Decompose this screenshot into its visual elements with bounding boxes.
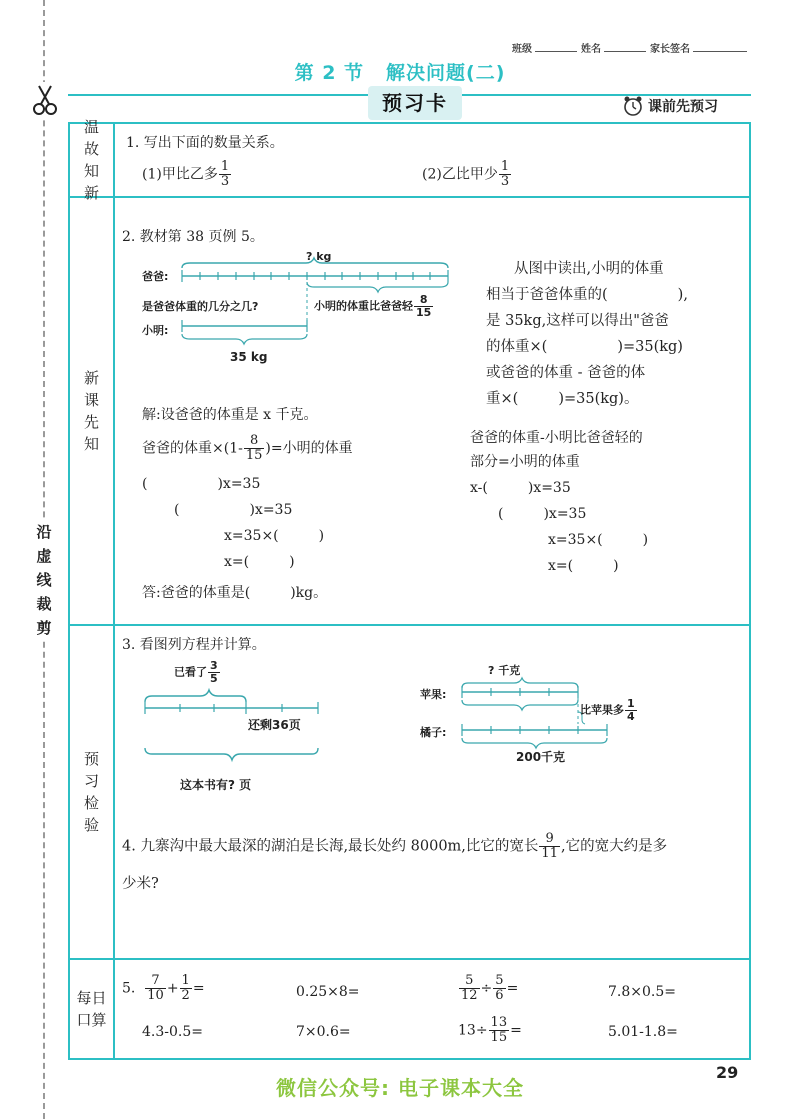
right-step-4: x=( ) xyxy=(548,558,619,574)
answer-line: 答:爸爸的体重是( )kg。 xyxy=(142,585,328,601)
apple-label: 苹果: xyxy=(420,688,447,701)
calc-e[interactable]: 4.3-0.5= xyxy=(142,1024,203,1040)
q2-explanation: 从图中读出,小明的体重 相当于爸爸体重的( ), 是 35kg,这样可以得出"爸爸 的体重×( )=35(kg) 或爸爸的体重 - 爸爸的体 重×( )=35(kg)。 xyxy=(486,261,688,407)
calc-b[interactable]: 0.25×8= xyxy=(296,984,360,1000)
dad-label: 爸爸: xyxy=(142,270,169,283)
section-title: 第 2 节 解决问题(二) xyxy=(294,62,506,84)
ming-weight-label: 35 kg xyxy=(230,350,268,364)
student-info-line: 班级 姓名 家长签名 xyxy=(512,40,751,55)
parent-signature-blank[interactable] xyxy=(693,51,747,52)
preview-badge: 课前先预习 xyxy=(622,95,718,117)
orange-weight-label: 200千克 xyxy=(516,750,566,764)
q2-stem: 2. 教材第 38 页例 5。 xyxy=(122,229,264,245)
left-step-4: x=( ) xyxy=(224,554,295,570)
review-side-label: 温 故 知 新 xyxy=(70,124,115,196)
right-equation: 爸爸的体重-小明比爸爸轻的 部分=小明的体重 xyxy=(470,430,643,470)
name-blank[interactable] xyxy=(604,51,646,52)
q1-item-a: (1)甲比乙多 $\frac{1}{3}$ xyxy=(142,159,230,189)
alarm-clock-icon xyxy=(622,95,644,117)
right-step-3: x=35×( ) xyxy=(548,532,649,548)
footer-watermark: 微信公众号: 电子课本大全 xyxy=(276,1076,524,1100)
new-lesson-section xyxy=(70,198,749,626)
calc-f[interactable]: 7×0.6= xyxy=(296,1024,351,1040)
solution-intro: 解:设爸爸的体重是 x 千克。 xyxy=(142,407,318,423)
q1-stem: 1. 写出下面的数量关系。 xyxy=(126,135,284,151)
lighter-label: 小明的体重比爸爸轻 $\frac{8}{15}$ xyxy=(314,293,432,319)
solution-equation: 爸爸的体重×(1- $\frac{8}{15}$ )=小明的体重 xyxy=(142,433,353,463)
left-step-3: x=35×( ) xyxy=(224,528,325,544)
worksheet-frame xyxy=(68,118,751,1060)
ming-label: 小明: xyxy=(142,324,169,337)
q4-text-line2: 少米? xyxy=(122,876,159,892)
daily-calc-section xyxy=(70,960,749,1058)
left-step-1: ( )x=35 xyxy=(142,476,261,492)
new-lesson-side-label: 新 课 先 知 xyxy=(70,198,115,624)
calc-a[interactable]: 5. $\frac{7}{10}$ + $\frac{1}{2}$ = xyxy=(122,973,205,1003)
daily-calc-side-label: 每日 口算 xyxy=(70,960,115,1058)
left-step-2: ( )x=35 xyxy=(174,502,293,518)
more-than-apple-label: 比苹果多 $\frac{1}{4}$ xyxy=(580,697,635,723)
card-title: 预习卡 xyxy=(368,86,462,120)
orange-label: 橘子: xyxy=(420,726,447,739)
q4-text: 4. 九寨沟中最大最深的湖泊是长海,最长处约 8000m,比它的宽长 $\frac{9}{11}$ ,它的宽大约是多 xyxy=(122,831,668,861)
preview-check-section xyxy=(70,626,749,960)
calc-d[interactable]: 7.8×0.5= xyxy=(608,984,676,1000)
class-blank[interactable] xyxy=(535,51,577,52)
right-step-1: x-( )x=35 xyxy=(470,480,571,496)
dad-weight-question: ? kg xyxy=(306,250,332,263)
book-total-question: 这本书有? 页 xyxy=(180,778,252,792)
q1-item-b: (2)乙比甲少 $\frac{1}{3}$ xyxy=(422,159,510,189)
apple-weight-question: ? 千克 xyxy=(488,664,521,677)
right-step-2: ( )x=35 xyxy=(498,506,587,522)
preview-check-side-label: 预 习 检 验 xyxy=(70,626,115,958)
calc-c[interactable]: $\frac{5}{12}$ ÷ $\frac{5}{6}$ = xyxy=(461,973,519,1003)
calc-g[interactable]: 13÷ $\frac{13}{15}$ = xyxy=(458,1015,522,1045)
book-bar-diagram xyxy=(142,686,332,776)
calc-h[interactable]: 5.01-1.8= xyxy=(608,1024,678,1040)
remaining-pages-label: 还剩36页 xyxy=(248,718,301,732)
fraction-question: 是爸爸体重的几分之几? xyxy=(142,300,259,313)
scissors-icon xyxy=(30,82,60,118)
cut-along-line-label: 沿 虚 线 裁 剪 xyxy=(31,520,57,640)
page-number: 29 xyxy=(716,1063,739,1082)
review-section xyxy=(70,118,749,202)
q3-stem: 3. 看图列方程并计算。 xyxy=(122,637,266,653)
read-label: 已看了 $\frac{3}{5}$ xyxy=(174,659,218,685)
